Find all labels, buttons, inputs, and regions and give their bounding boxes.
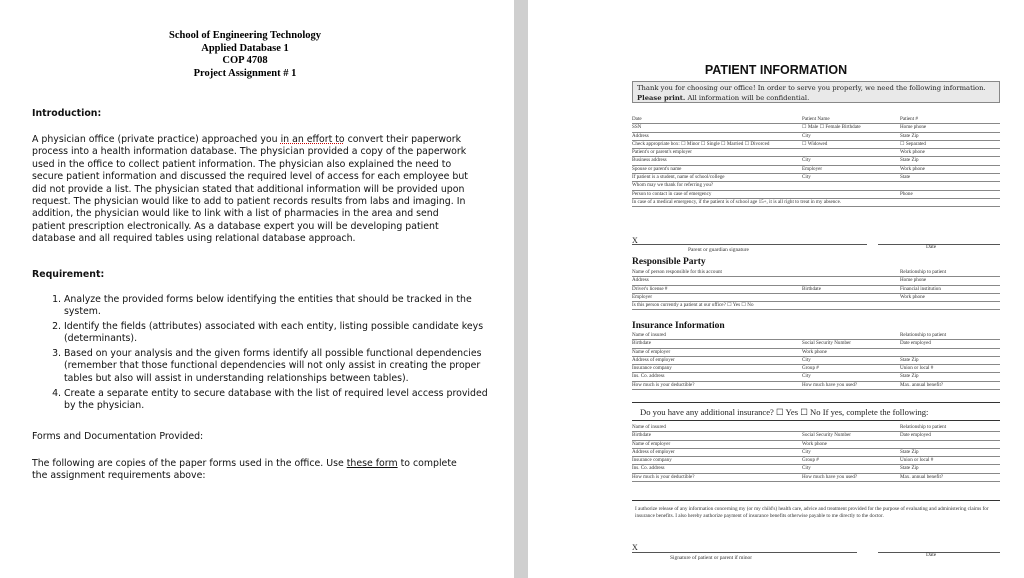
form-row xyxy=(632,124,1000,132)
form-field-label: Relationship to patient xyxy=(900,424,947,430)
list-item: 4. Create a separate entity to secure database with the list of required level access provided by the physician. xyxy=(64,388,489,412)
form-field-label: Name of employer xyxy=(632,440,671,447)
form-row xyxy=(632,332,1000,340)
responsible-party-heading: Responsible Party xyxy=(632,257,706,267)
form-field-label: Name of employer xyxy=(632,348,671,355)
intro-paragraph: A physician office (private practice) approached you in an effort to convert their paperwork process into a health information database. The physician provided a copy of the paperwork used in the office to collect patient information. The physician also explained the need to secure patient information and discussed the required level of access for each employee but did not provide a list. The physician stated that additional information will be provided upon request. The physician would like to add to patient records results from labs and imaging. In addition, the physician would like to link with a list of pharmacies in the area and send patient prescription electronically. As a database expert you will be developing patient database and all required tables using relational database approach. xyxy=(32,134,468,245)
form-field-label: If patient is a student, name of school/college xyxy=(632,174,725,181)
form-field-label: City xyxy=(802,356,811,363)
form-field-label: Address xyxy=(632,277,649,284)
list-item: 3. Based on your analysis and the given forms identify all possible functional dependencies (remember that those functional dependencies will not only assist in creating the proper tables but also will assist in understanding relationships between tables). xyxy=(64,348,489,384)
authorization-text: I authorize release of any information concerning my (or my child's) health care, advice and treatment provided for the purpose of evaluating and administering claims for insurance benefits. I also hereby authorize payment of insurance benefits otherwise payable to me directly to the doctor. xyxy=(635,506,989,519)
date-line xyxy=(878,244,1000,245)
list-item: 1. Analyze the provided forms below identifying the entities that should be tracked in the system. xyxy=(64,294,489,318)
date-label: Date xyxy=(926,552,937,558)
form-field-label: Is this person currently a patient at our office? ☐ Yes ☐ No xyxy=(632,302,754,309)
x-mark: X xyxy=(632,236,638,245)
form-field-label: Financial institution xyxy=(900,285,941,292)
form-row xyxy=(632,373,1000,381)
patient-fields xyxy=(632,116,1000,207)
divider xyxy=(632,402,1000,403)
signature-line xyxy=(632,244,867,245)
form-row xyxy=(632,116,1000,124)
form-row xyxy=(632,449,1000,457)
form-field-label: Name of insured xyxy=(632,424,666,430)
form-field-label: Address of employer xyxy=(632,356,675,363)
form-field-label: ☐ Widowed xyxy=(802,140,828,147)
forms-heading: Forms and Documentation Provided: xyxy=(32,431,204,442)
form-field-label: Home phone xyxy=(900,124,927,131)
form-row xyxy=(632,465,1000,473)
responsible-fields xyxy=(632,269,1000,310)
patient-form-page xyxy=(528,0,1024,578)
form-row xyxy=(632,424,1000,432)
form-row xyxy=(632,199,1000,207)
requirements-list xyxy=(38,294,489,415)
date-line xyxy=(878,552,1000,553)
form-field-label: Date xyxy=(632,116,642,122)
school-name: School of Engineering Technology xyxy=(169,30,321,41)
form-field-label: Phone xyxy=(900,190,913,197)
form-field-label: Max. annual benefit? xyxy=(900,473,944,480)
guardian-signature-label: Parent or guardian signature xyxy=(688,247,749,253)
form-row xyxy=(632,133,1000,141)
form-field-label: Name of person responsible for this account xyxy=(632,269,722,275)
form-row xyxy=(632,382,1000,390)
form-field-label: Patient's or parent's employer xyxy=(632,149,692,156)
forms-link[interactable]: these form xyxy=(346,458,398,469)
form-field-label: Home phone xyxy=(900,277,927,284)
date-label: Date xyxy=(926,244,937,250)
course-code: COP 4708 xyxy=(222,55,268,66)
form-field-label: Ins. Co. address xyxy=(632,465,665,472)
form-field-label: City xyxy=(802,174,811,181)
form-field-label: Union or local # xyxy=(900,457,934,464)
form-field-label: Employer xyxy=(802,165,823,172)
form-field-label: Insurance company xyxy=(632,365,672,372)
form-field-label: Social Security Number xyxy=(802,340,851,347)
form-field-label: Birthdate xyxy=(632,432,651,439)
form-field-label: Relationship to patient xyxy=(900,269,947,275)
form-row xyxy=(632,441,1000,449)
requirement-heading: Requirement: xyxy=(32,269,105,280)
form-row xyxy=(632,141,1000,149)
form-row xyxy=(632,286,1000,294)
form-field-label: City xyxy=(802,157,811,164)
form-field-label: State Zip xyxy=(900,132,919,139)
form-field-label: Work phone xyxy=(900,149,925,156)
form-field-label: Whom may we thank for referring you? xyxy=(632,182,714,189)
form-field-label: Patient # xyxy=(900,116,918,122)
form-field-label: Group # xyxy=(802,457,819,464)
form-row xyxy=(632,149,1000,157)
form-row xyxy=(632,294,1000,302)
form-row xyxy=(632,340,1000,348)
form-field-label: Work phone xyxy=(802,440,827,447)
form-field-label: Address of employer xyxy=(632,448,675,455)
form-field-label: Driver's license # xyxy=(632,285,668,292)
form-field-label: How much have you used? xyxy=(802,473,858,480)
form-field-label: State Zip xyxy=(900,448,919,455)
list-item: 2. Identify the fields (attributes) associated with each entity, listing possible candidate keys (determinants). xyxy=(64,321,489,345)
form-row xyxy=(632,157,1000,165)
form-field-label: State Zip xyxy=(900,373,919,380)
form-row xyxy=(632,269,1000,277)
form-field-label: Social Security Number xyxy=(802,432,851,439)
divider xyxy=(632,420,1000,421)
course-name: Applied Database 1 xyxy=(201,42,289,54)
form-field-label: City xyxy=(802,465,811,472)
form-field-label: Birthdate xyxy=(632,340,651,347)
forms-paragraph: The following are copies of the paper forms used in the office. Use these form to complete the assignment requirements above: xyxy=(32,458,457,482)
form-row xyxy=(632,432,1000,440)
form-field-label: Date employed xyxy=(900,432,931,439)
form-field-label: ☐ Separated xyxy=(900,140,926,147)
form-field-label: State Zip xyxy=(900,157,919,164)
form-field-label: Work phone xyxy=(900,293,925,300)
spellcheck-underline: in an effort to xyxy=(280,134,345,145)
form-row xyxy=(632,457,1000,465)
form-field-label: Birthdate xyxy=(802,285,821,292)
form-field-label: Work phone xyxy=(802,348,827,355)
form-field-label: ☐ Male ☐ Female Birthdate xyxy=(802,124,861,131)
form-field-label: Patient Name xyxy=(802,116,830,122)
form-field-label: Date employed xyxy=(900,340,931,347)
form-field-label: Check appropriate box: ☐ Minor ☐ Single ☐ Married ☐ Divorced xyxy=(632,140,770,147)
form-field-label: State Zip xyxy=(900,356,919,363)
form-field-label: Ins. Co. address xyxy=(632,373,665,380)
intro-heading: Introduction: xyxy=(32,108,102,119)
form-field-label: Employer xyxy=(632,293,653,300)
form-field-label: Relationship to patient xyxy=(900,332,947,338)
form-field-label: How much have you used? xyxy=(802,381,858,388)
form-field-label: Work phone xyxy=(900,165,925,172)
form-row xyxy=(632,302,1000,310)
form-row xyxy=(632,182,1000,190)
insurance-heading: Insurance Information xyxy=(632,321,725,331)
form-field-label: Address xyxy=(632,132,649,139)
form-row xyxy=(632,365,1000,373)
form-row xyxy=(632,191,1000,199)
form-field-label: City xyxy=(802,373,811,380)
form-row xyxy=(632,357,1000,365)
form-field-label: Union or local # xyxy=(900,365,934,372)
form-row xyxy=(632,277,1000,285)
form-field-label: Spouse or parent's name xyxy=(632,165,682,172)
form-field-label: Insurance company xyxy=(632,457,672,464)
document-header xyxy=(140,30,350,80)
form-row xyxy=(632,166,1000,174)
divider xyxy=(632,500,1000,501)
additional-insurance-question: Do you have any additional insurance? ☐ Yes ☐ No If yes, complete the following: xyxy=(640,407,929,417)
form-field-label: Person to contact in case of emergency xyxy=(632,190,712,197)
form-field-label: City xyxy=(802,132,811,139)
form-title: PATIENT INFORMATION xyxy=(704,63,848,77)
form-field-label: How much is your deductible? xyxy=(632,473,695,480)
form-field-label: Name of insured xyxy=(632,332,666,338)
form-field-label: How much is your deductible? xyxy=(632,381,695,388)
form-field-label: City xyxy=(802,448,811,455)
form-field-label: State Zip xyxy=(900,465,919,472)
form-field-label: State xyxy=(900,174,911,181)
form-field-label: Group # xyxy=(802,365,819,372)
form-field-label: SSN xyxy=(632,124,642,131)
signature-line xyxy=(632,552,857,553)
form-row xyxy=(632,349,1000,357)
assignment-title: Project Assignment # 1 xyxy=(193,67,297,79)
page-gap xyxy=(514,0,528,578)
insurance-fields xyxy=(632,332,1000,390)
additional-insurance-fields xyxy=(632,424,1000,482)
patient-signature-label: Signature of patient or parent if minor xyxy=(670,555,753,561)
form-field-label: Business address xyxy=(632,157,667,164)
form-row xyxy=(632,474,1000,482)
form-field-label: In case of a medical emergency, if the patient is of school age 15+, it is all right to treat in my absence. xyxy=(632,198,842,205)
form-field-label: Max. annual benefit? xyxy=(900,381,944,388)
form-notice: Thank you for choosing our office! In order to serve you properly, we need the following information. Please print. All information will be confidential. xyxy=(632,81,1000,103)
x-mark: X xyxy=(632,543,638,552)
